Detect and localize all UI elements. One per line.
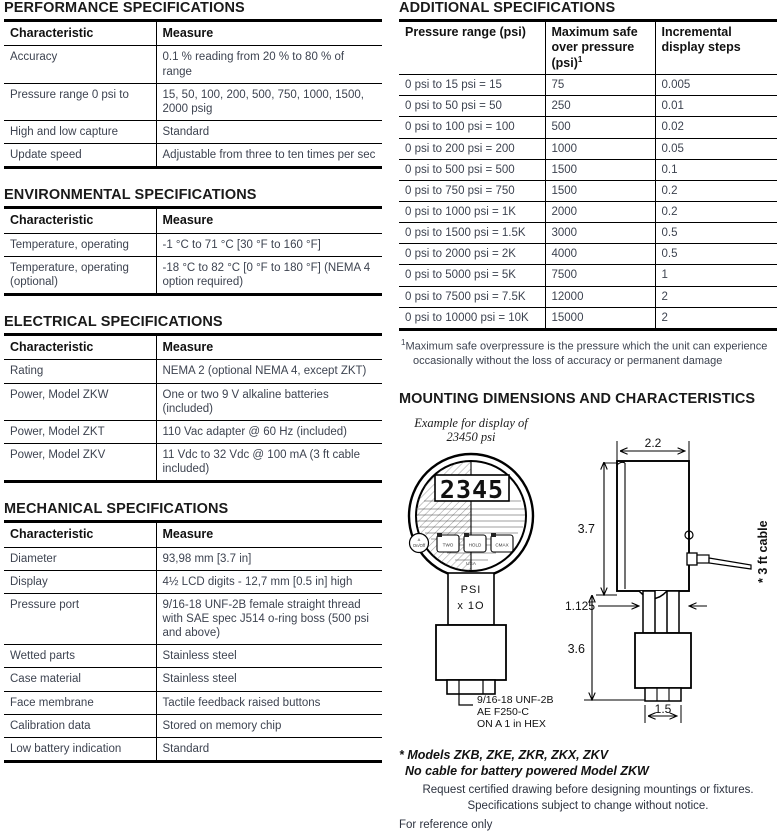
certified-drawing-note-line2: Specifications subject to change without notice. <box>399 799 777 815</box>
dim-cable-note: * 3 ft cable <box>756 520 770 583</box>
table-row <box>4 233 382 256</box>
column-header-measure: Measure <box>156 522 382 547</box>
cell-measure: 11 Vdc to 32 Vdc @ 100 mA (3 ft cable included) <box>156 443 382 481</box>
table-row <box>399 244 777 265</box>
table-row <box>4 83 382 120</box>
table-row <box>4 383 382 420</box>
electrical-table <box>4 333 382 483</box>
dim-height-body: 3.7 <box>578 522 595 536</box>
table-row <box>399 307 777 329</box>
cell-measure: 15, 50, 100, 200, 500, 750, 1000, 1500, 2000 psig <box>156 83 382 120</box>
table-row <box>4 547 382 570</box>
cell-measure: Standard <box>156 120 382 143</box>
cell-measure: NEMA 2 (optional NEMA 4, except ZKT) <box>156 360 382 383</box>
cell-pressure-range: 0 psi to 1000 psi = 1K <box>399 201 545 222</box>
cell-measure: Standard <box>156 737 382 761</box>
cell-characteristic: Rating <box>4 360 156 383</box>
cell-display-step: 0.5 <box>655 244 777 265</box>
gauge-front-view <box>409 454 553 730</box>
stem-label-multiplier: x 1O <box>457 600 484 612</box>
section-title: ELECTRICAL SPECIFICATIONS <box>4 314 382 330</box>
cell-characteristic: Pressure port <box>4 593 156 644</box>
lcd-display-value: 2345 <box>440 475 504 504</box>
thread-callout-line3: ON A 1 in HEX <box>477 718 546 730</box>
additional-specifications-table <box>399 19 777 331</box>
certified-drawing-note-line1: Request certified drawing before designing mountings or fixtures. <box>399 783 777 799</box>
cell-characteristic: Case material <box>4 668 156 691</box>
models-note-line1: * Models ZKB, ZKE, ZKR, ZKX, ZKV <box>399 748 608 762</box>
table-header-row <box>4 21 382 46</box>
cell-measure: -1 °C to 71 °C [30 °F to 160 °F] <box>156 233 382 256</box>
cell-pressure-range: 0 psi to 7500 psi = 7.5K <box>399 286 545 307</box>
column-header-characteristic: Characteristic <box>4 21 156 46</box>
models-note <box>399 747 777 780</box>
mounting-drawing <box>399 413 777 743</box>
performance-table <box>4 19 382 169</box>
cell-max-overpressure: 1500 <box>545 180 655 201</box>
cell-measure: 110 Vac adapter @ 60 Hz (included) <box>156 420 382 443</box>
column-header-incremental-steps: Incremental display steps <box>655 21 777 75</box>
table-row <box>399 201 777 222</box>
svg-text:TWO: TWO <box>443 542 454 547</box>
table-row <box>399 138 777 159</box>
column-header-pressure-range: Pressure range (psi) <box>399 21 545 75</box>
cell-display-step: 0.2 <box>655 180 777 201</box>
table-header-row <box>4 208 382 233</box>
cell-characteristic: Low battery indication <box>4 737 156 761</box>
dim-width-top: 2.2 <box>645 436 662 450</box>
cell-pressure-range: 0 psi to 100 psi = 100 <box>399 117 545 138</box>
cell-max-overpressure: 250 <box>545 96 655 117</box>
cell-display-step: 2 <box>655 307 777 329</box>
gauge-usa-label: USA <box>466 561 477 567</box>
cell-measure: Stored on memory chip <box>156 714 382 737</box>
cell-pressure-range: 0 psi to 50 psi = 50 <box>399 96 545 117</box>
table-row <box>4 120 382 143</box>
cell-measure: Stainless steel <box>156 668 382 691</box>
example-caption-line1: Example for display of <box>413 416 529 430</box>
cell-measure: -18 °C to 82 °C [0 °F to 180 °F] (NEMA 4 option required) <box>156 256 382 294</box>
table-row <box>4 443 382 481</box>
cell-display-step: 0.05 <box>655 138 777 159</box>
cell-pressure-range: 0 psi to 1500 psi = 1.5K <box>399 223 545 244</box>
cell-measure: 0.1 % reading from 20 % to 80 % of range <box>156 46 382 83</box>
column-header-characteristic: Characteristic <box>4 335 156 360</box>
cell-measure: 4½ LCD digits - 12,7 mm [0.5 in] high <box>156 570 382 593</box>
footnote-ref: 1 <box>578 55 582 64</box>
cell-measure: 93,98 mm [3.7 in] <box>156 547 382 570</box>
section-title: ADDITIONAL SPECIFICATIONS <box>399 0 777 16</box>
cell-pressure-range: 0 psi to 15 psi = 15 <box>399 75 545 96</box>
table-footnote <box>401 338 775 369</box>
cell-display-step: 0.005 <box>655 75 777 96</box>
table-row <box>399 96 777 117</box>
left-column <box>4 0 382 781</box>
section-mounting-dimensions <box>399 391 777 831</box>
column-header-max-safe-overpressure <box>545 21 655 75</box>
cell-characteristic: Accuracy <box>4 46 156 83</box>
mechanical-table <box>4 520 382 763</box>
column-header-characteristic: Characteristic <box>4 522 156 547</box>
right-column <box>399 0 777 831</box>
footnote-marker: 1 <box>401 338 405 347</box>
footer-notes <box>399 747 777 831</box>
section-title: MOUNTING DIMENSIONS AND CHARACTERISTICS <box>399 391 777 407</box>
cell-characteristic: Diameter <box>4 547 156 570</box>
dim-width-hex: 1.5 <box>655 702 672 716</box>
table-row <box>399 159 777 180</box>
section-electrical-specifications <box>4 314 382 483</box>
cell-characteristic: Wetted parts <box>4 645 156 668</box>
section-additional-specifications <box>399 0 777 369</box>
column-header-characteristic: Characteristic <box>4 208 156 233</box>
cell-display-step: 2 <box>655 286 777 307</box>
table-row <box>4 737 382 761</box>
cell-pressure-range: 0 psi to 500 psi = 500 <box>399 159 545 180</box>
cell-display-step: 0.5 <box>655 223 777 244</box>
table-row <box>4 46 382 83</box>
cell-max-overpressure: 3000 <box>545 223 655 244</box>
cell-measure: 9/16-18 UNF-2B female straight thread with SAE spec J514 o-ring boss (500 psi and above) <box>156 593 382 644</box>
table-row <box>399 265 777 286</box>
table-row <box>4 360 382 383</box>
column-header-measure: Measure <box>156 21 382 46</box>
table-row <box>399 180 777 201</box>
table-row <box>399 223 777 244</box>
cell-max-overpressure: 7500 <box>545 265 655 286</box>
cell-characteristic: Face membrane <box>4 691 156 714</box>
cell-max-overpressure: 4000 <box>545 244 655 265</box>
column-header-measure: Measure <box>156 208 382 233</box>
cell-characteristic: Temperature, operating <box>4 233 156 256</box>
models-note-line2: No cable for battery powered Model ZKW <box>399 763 777 779</box>
dim-height-total: 3.6 <box>568 642 585 656</box>
section-title: ENVIRONMENTAL SPECIFICATIONS <box>4 187 382 203</box>
table-row <box>399 117 777 138</box>
table-row <box>4 714 382 737</box>
section-title: PERFORMANCE SPECIFICATIONS <box>4 0 382 16</box>
dim-offset-port: 1.125 <box>565 599 595 613</box>
cell-characteristic: Power, Model ZKW <box>4 383 156 420</box>
column-header-measure: Measure <box>156 335 382 360</box>
cell-measure: Adjustable from three to ten times per sec <box>156 144 382 168</box>
table-row <box>4 144 382 168</box>
svg-text:HOLD: HOLD <box>469 542 482 547</box>
cell-measure: Tactile feedback raised buttons <box>156 691 382 714</box>
table-header-row <box>4 522 382 547</box>
table-row <box>399 75 777 96</box>
section-performance-specifications <box>4 0 382 169</box>
cell-characteristic: High and low capture <box>4 120 156 143</box>
cell-pressure-range: 0 psi to 2000 psi = 2K <box>399 244 545 265</box>
cell-display-step: 0.1 <box>655 159 777 180</box>
cell-pressure-range: 0 psi to 10000 psi = 10K <box>399 307 545 329</box>
cell-display-step: 1 <box>655 265 777 286</box>
cell-display-step: 0.2 <box>655 201 777 222</box>
cell-characteristic: Pressure range 0 psi to <box>4 83 156 120</box>
cell-characteristic: Temperature, operating (optional) <box>4 256 156 294</box>
cell-max-overpressure: 15000 <box>545 307 655 329</box>
section-title: MECHANICAL SPECIFICATIONS <box>4 501 382 517</box>
cell-max-overpressure: 2000 <box>545 201 655 222</box>
cell-characteristic: Power, Model ZKT <box>4 420 156 443</box>
cell-max-overpressure: 75 <box>545 75 655 96</box>
footnote-text: Maximum safe overpressure is the pressure which the unit can experience occasionally without the loss of accuracy or permanent damage <box>405 340 767 367</box>
cell-display-step: 0.01 <box>655 96 777 117</box>
cell-characteristic: Update speed <box>4 144 156 168</box>
cell-measure: Stainless steel <box>156 645 382 668</box>
cell-pressure-range: 0 psi to 200 psi = 200 <box>399 138 545 159</box>
table-row <box>399 286 777 307</box>
cell-measure: One or two 9 V alkaline batteries (included) <box>156 383 382 420</box>
table-row <box>4 420 382 443</box>
thread-callout-line2: AE F250-C <box>477 706 529 718</box>
environmental-table <box>4 206 382 296</box>
table-row <box>4 570 382 593</box>
gauge-side-view <box>565 436 770 723</box>
cell-max-overpressure: 1000 <box>545 138 655 159</box>
table-header-row <box>4 335 382 360</box>
cell-max-overpressure: 1500 <box>545 159 655 180</box>
svg-text:A: A <box>418 537 421 542</box>
example-caption-line2: 23450 psi <box>447 430 496 444</box>
cell-display-step: 0.02 <box>655 117 777 138</box>
table-row <box>4 668 382 691</box>
cell-pressure-range: 0 psi to 750 psi = 750 <box>399 180 545 201</box>
header-text: Maximum safe over pressure (psi) <box>552 25 638 70</box>
mounting-drawing-svg <box>399 413 777 743</box>
cell-characteristic: Display <box>4 570 156 593</box>
cell-characteristic: Calibration data <box>4 714 156 737</box>
table-row <box>4 645 382 668</box>
svg-text:On/Off: On/Off <box>413 543 426 548</box>
cell-max-overpressure: 500 <box>545 117 655 138</box>
reference-only-note: For reference only <box>399 819 777 831</box>
table-header-row <box>399 21 777 75</box>
section-environmental-specifications <box>4 187 382 296</box>
thread-callout-line1: 9/16-18 UNF-2B <box>477 694 553 706</box>
table-row <box>4 593 382 644</box>
cell-pressure-range: 0 psi to 5000 psi = 5K <box>399 265 545 286</box>
table-row <box>4 256 382 294</box>
cell-max-overpressure: 12000 <box>545 286 655 307</box>
stem-label-psi: PSI <box>461 584 482 596</box>
section-mechanical-specifications <box>4 501 382 763</box>
svg-text:CMAX: CMAX <box>495 542 508 547</box>
cell-characteristic: Power, Model ZKV <box>4 443 156 481</box>
table-row <box>4 691 382 714</box>
